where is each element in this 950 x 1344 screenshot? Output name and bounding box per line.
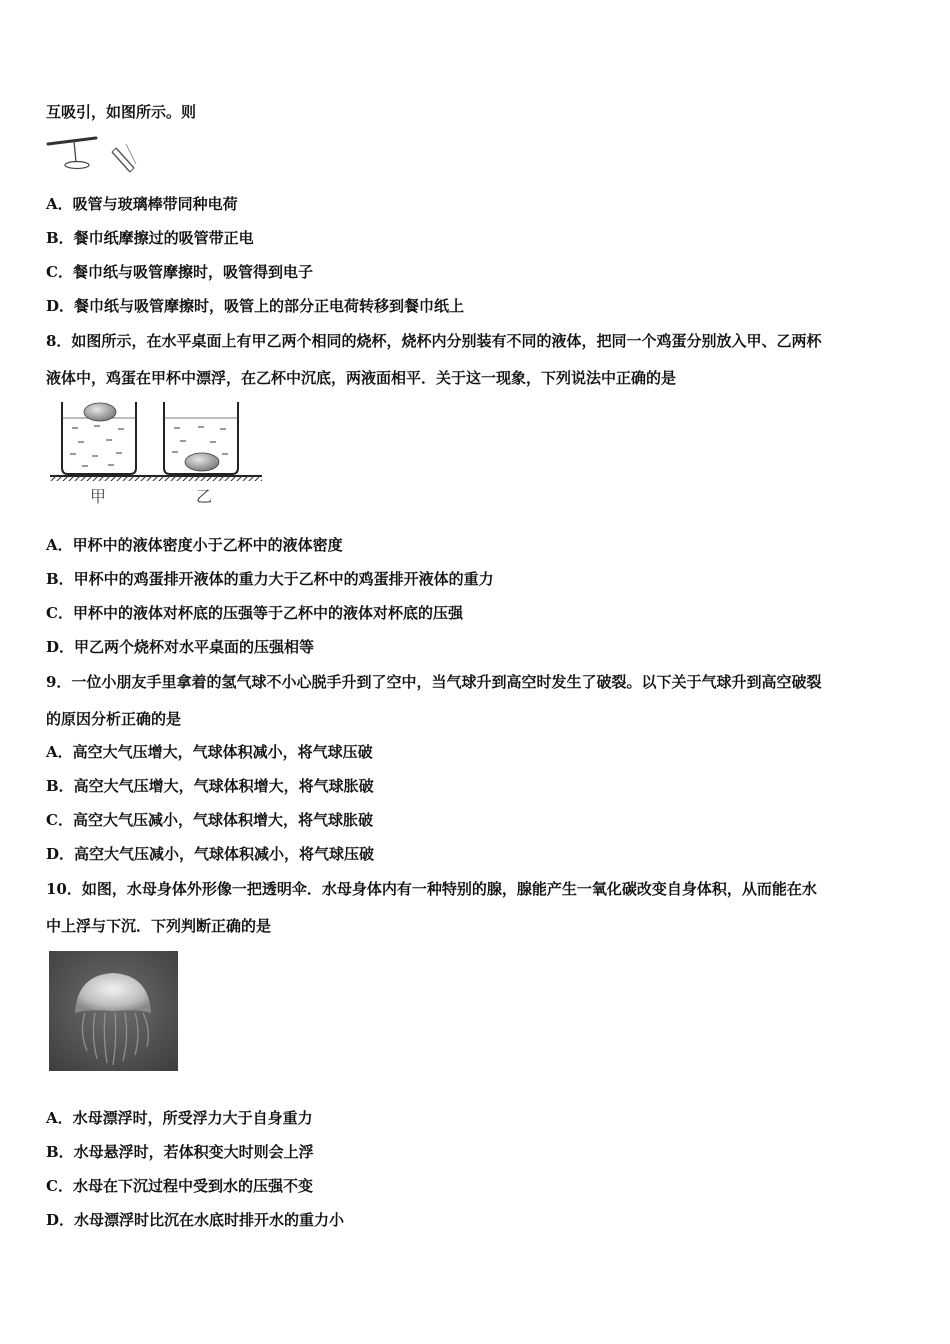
q10-stem-line1: 10．如图，水母身体外形像一把透明伞．水母身体内有一种特别的腺，腺能产生一氧化碳改变自身体积，从而能在水 (46, 880, 817, 898)
q10-option-a: A．水母漂浮时，所受浮力大于自身重力 (46, 1109, 313, 1127)
q9-stem-line1: 9．一位小朋友手里拿着的氢气球不小心脱手升到了空中，当气球升到高空时发生了破裂。以下关于气球升到高空破裂 (46, 673, 822, 691)
q7-option-d: D．餐巾纸与吸管摩擦时，吸管上的部分正电荷转移到餐巾纸上 (46, 297, 465, 315)
q8-stem-line2: 液体中，鸡蛋在甲杯中漂浮，在乙杯中沉底，两液面相平．关于这一现象，下列说法中正确的是 (46, 369, 677, 387)
q7-figure-straw-and-rod (46, 134, 142, 180)
q8-option-b: B．甲杯中的鸡蛋排开液体的重力大于乙杯中的鸡蛋排开液体的重力 (46, 570, 494, 588)
beaker-label-jia: 甲 (90, 487, 107, 506)
q8-option-d: D．甲乙两个烧杯对水平桌面的压强相等 (46, 638, 315, 656)
q10-option-b: B．水母悬浮时，若体积变大时则会上浮 (46, 1143, 314, 1161)
q10-option-d: D．水母漂浮时比沉在水底时排开水的重力小 (46, 1211, 345, 1229)
q8-figure-beakers (50, 398, 265, 506)
q7-option-b: B．餐巾纸摩擦过的吸管带正电 (46, 229, 254, 247)
q9-stem-line2: 的原因分析正确的是 (46, 710, 182, 728)
q8-stem-line1: 8．如图所示，在水平桌面上有甲乙两个相同的烧杯，烧杯内分别装有不同的液体，把同一个鸡蛋分别放入甲、乙两杯 (46, 332, 822, 350)
q10-figure-jellyfish-photo (49, 951, 178, 1071)
q9-option-d: D．高空大气压减小，气球体积减小，将气球压破 (46, 845, 375, 863)
q9-option-b: B．高空大气压增大，气球体积增大，将气球胀破 (46, 777, 374, 795)
q7-option-c: C．餐巾纸与吸管摩擦时，吸管得到电子 (46, 263, 313, 281)
beaker-label-yi: 乙 (196, 487, 213, 506)
beakers-drawing (50, 398, 265, 506)
q7-stem-tail: 互吸引，如图所示。则 (46, 103, 197, 121)
q10-option-c: C．水母在下沉过程中受到水的压强不变 (46, 1177, 313, 1195)
q8-option-a: A．甲杯中的液体密度小于乙杯中的液体密度 (46, 536, 343, 554)
q9-option-c: C．高空大气压减小，气球体积增大，将气球胀破 (46, 811, 373, 829)
q10-stem-line2: 中上浮与下沉．下列判断正确的是 (46, 917, 272, 935)
q9-option-a: A．高空大气压增大，气球体积减小，将气球压破 (46, 743, 373, 761)
q7-option-a: A．吸管与玻璃棒带同种电荷 (46, 195, 238, 213)
q8-option-c: C．甲杯中的液体对杯底的压强等于乙杯中的液体对杯底的压强 (46, 604, 463, 622)
